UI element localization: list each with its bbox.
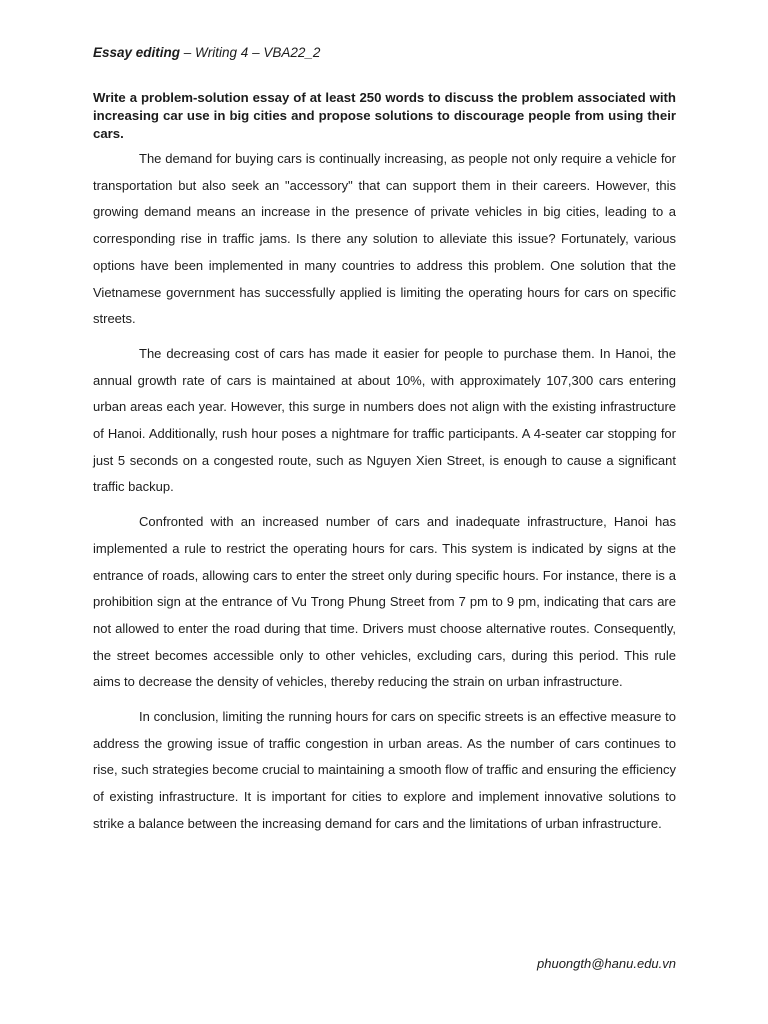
essay-paragraph-introduction: The demand for buying cars is continually increasing, as people not only require a vehicle for transportation but also seek an "accessory" that can support them in their careers. However, this growing demand means an increase in the presence of private vehicles in big cities, leading to a corresponding rise in traffic jams. Is there any solution to alleviate this issue? Fortunately, various options have been implemented in many countries to address this problem. One solution that the Vietnamese government has successfully applied is limiting the operating hours for cars on specific streets. [93,151,676,327]
essay-body [93,146,676,846]
essay-paragraph-problem: The decreasing cost of cars has made it easier for people to purchase them. In Hanoi, the annual growth rate of cars is maintained at about 10%, with approximately 107,300 cars entering urban areas each year. However, this surge in numbers does not align with the existing infrastructure of Hanoi. Additionally, rush hour poses a nightmare for traffic participants. A 4-seater car stopping for just 5 seconds on a congested route, such as Nguyen Xien Street, is enough to cause a significant traffic backup. [93,345,676,495]
course-title: Essay editing [93,45,181,60]
document-header [93,44,320,62]
essay-paragraph-conclusion: In conclusion, limiting the running hours for cars on specific streets is an effective measure to address the growing issue of traffic congestion in urban areas. As the number of cars continues to rise, such strategies become crucial to maintaining a smooth flow of traffic and ensuring the efficiency of existing infrastructure. It is important for cities to explore and implement innovative solutions to strike a balance between the increasing demand for cars and the limitations of urban infrastructure. [93,709,676,831]
footer-email: phuongth@hanu.edu.vn [537,956,676,971]
document-page [93,0,676,1024]
essay-paragraph-solution: Confronted with an increased number of cars and inadequate infrastructure, Hanoi has implemented a rule to restrict the operating hours for cars. This system is indicated by signs at the entrance of roads, allowing cars to enter the street only during specific hours. For instance, there is a prohibition sign at the entrance of Vu Trong Phung Street from 7 pm to 9 pm, indicating that cars are not allowed to enter the road during that time. Drivers must choose alternative routes. Consequently, the street becomes accessible only to other vehicles, excluding cars, during this period. This rule aims to decrease the density of vehicles, thereby reducing the strain on urban infrastructure. [93,514,676,690]
essay-prompt: Write a problem-solution essay of at least 250 words to discuss the problem associated with increasing car use in big cities and propose solutions to discourage people from using their cars. [93,90,676,141]
course-details: – Writing 4 – VBA22_2 [180,45,321,60]
